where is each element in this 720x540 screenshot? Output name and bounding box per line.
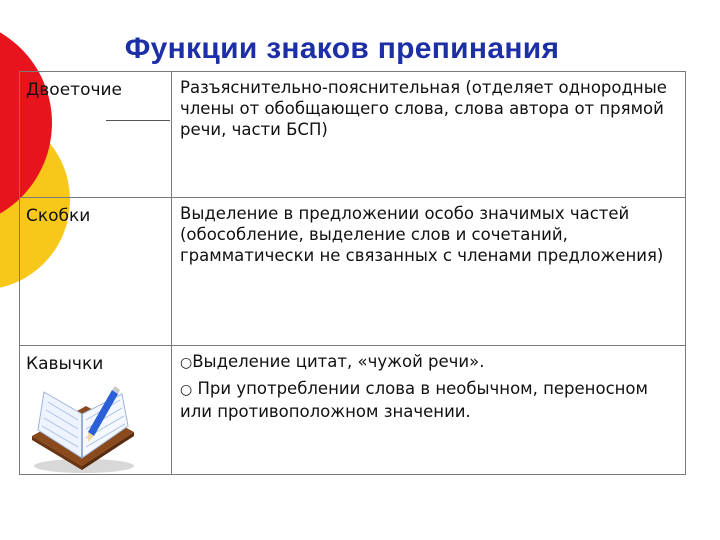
- description-cell: Разъяснительно-пояснительная (отделяет однородные члены от обобщающего слова, слова автора от прямой речи, части БСП): [172, 72, 686, 198]
- term-cell: Кавычки: [20, 346, 172, 475]
- term-cell: Двоеточие: [20, 72, 172, 198]
- open-notebook-with-pen-icon: [26, 384, 138, 476]
- description-cell: Выделение в предложении особо значимых частей (обособление, выделение слов и сочетаний, грамматически не связанных с членами предложения): [172, 198, 686, 346]
- bullet-circle-icon: ○: [180, 355, 193, 371]
- divider: [106, 120, 170, 121]
- table-row: [20, 72, 686, 198]
- term-cell: Скобки: [20, 198, 172, 346]
- page-title: Функции знаков препинания: [124, 32, 560, 65]
- table-row: [20, 198, 686, 346]
- list-item: ○Выделение цитат, «чужой речи».: [180, 352, 485, 371]
- description-cell: [172, 346, 686, 475]
- bullet-circle-icon: ○: [180, 382, 193, 398]
- list-item: ○ При употреблении слова в необычном, переносном или противоположном значении.: [180, 379, 648, 421]
